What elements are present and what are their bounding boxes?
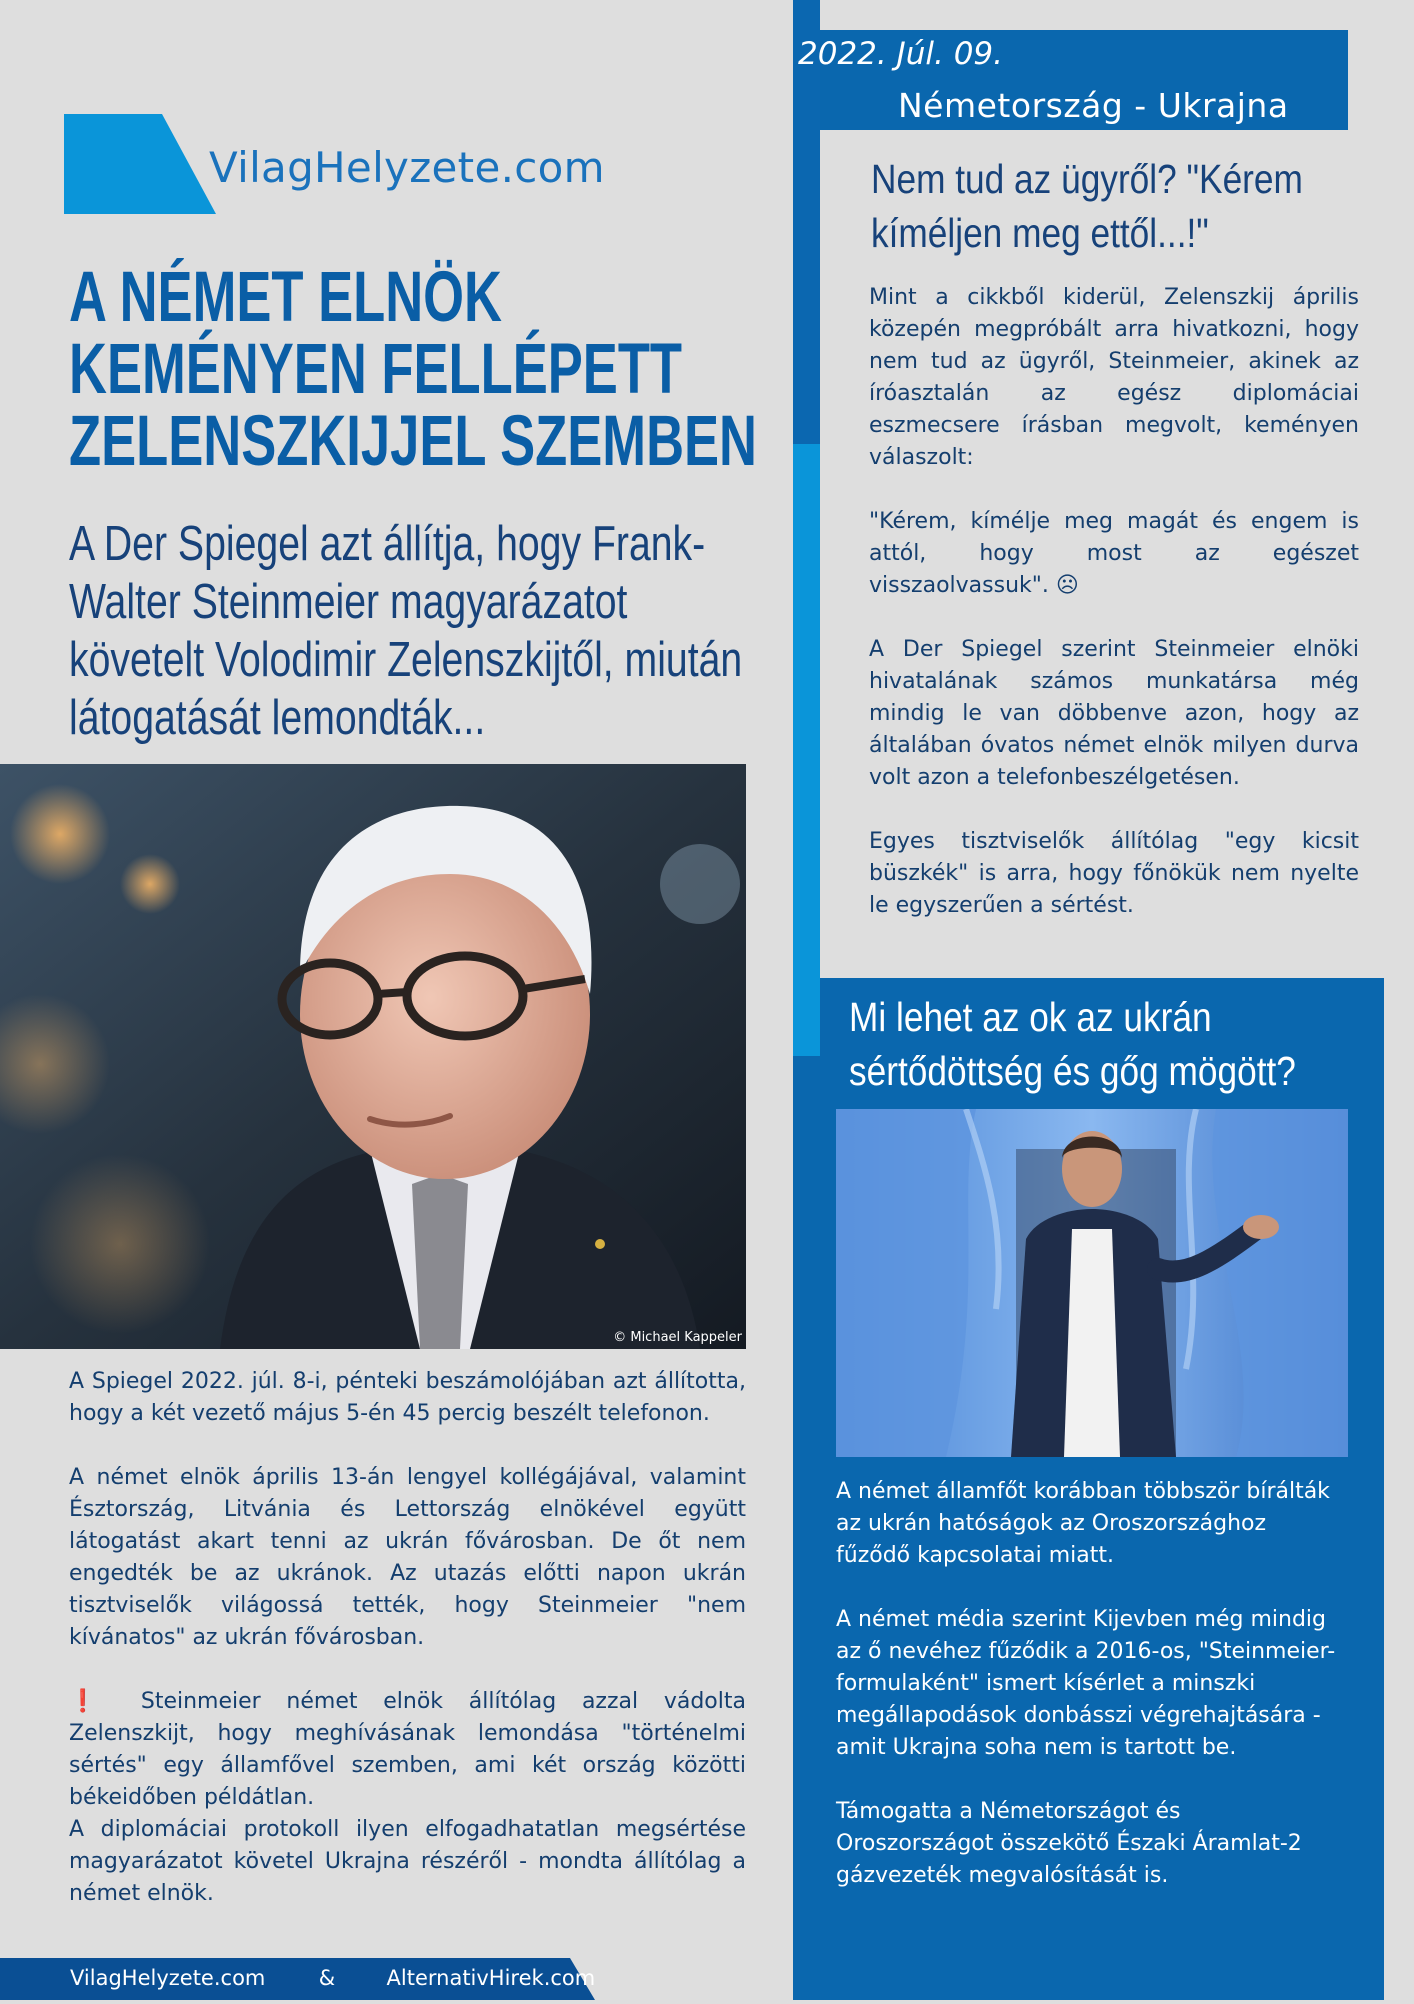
right-paragraph: Egyes tisztviselők állítólag "egy kicsit büszkék" is arra, hogy főnökük nem nyelte le egyszerűen a sértést. <box>869 829 1359 918</box>
accent-bar-light-overlap <box>793 978 820 1056</box>
blue-panel-heading: Mi lehet az ok az ukrán sértődöttség és gőg mögött? <box>849 994 1296 1094</box>
zelensky-photo-illustration <box>836 1109 1348 1457</box>
footer-links <box>70 1966 595 1990</box>
date: 2022. Júl. 09. <box>798 36 1004 72</box>
left-paragraph: ❗ Steinmeier német elnök állítólag azzal vádolta Zelenszkijt, hogy meghívásának lemondása "történelmi sértés" egy államfővel szemben, ami két ország közötti békeidőben példátlan. <box>69 1689 746 1810</box>
right-paragraph: "Kérem, kímélje meg magát és engem is attól, hogy most az egészet visszaolvassuk". ☹ <box>869 509 1359 598</box>
headline-line: ZELENSZKIJJEL SZEMBEN <box>69 402 758 481</box>
accent-bar-light <box>793 444 820 1056</box>
subheadline: A Der Spiegel azt állítja, hogy Frank-Walter Steinmeier magyarázatot követelt Volodimir Zelenszkijtől, miután látogatását lemondták... <box>69 517 743 745</box>
left-paragraph: A Spiegel 2022. júl. 8-i, pénteki beszámolójában azt állította, hogy a két vezető május 5-én 45 percig beszélt telefonon. <box>69 1369 746 1426</box>
left-paragraph: A diplomáciai protokoll ilyen elfogadhatatlan megsértése magyarázatot követel Ukrajna részéről - mondta állítólag a német elnök. <box>69 1817 746 1906</box>
left-article-body <box>69 1366 746 1910</box>
blue-panel-body <box>836 1476 1341 1924</box>
logo-text: VilagHelyzete.com <box>209 143 605 192</box>
topic-label: Németország - Ukrajna <box>898 86 1289 125</box>
blue-paragraph: Támogatta a Németországot és Oroszországot összekötő Északi Áramlat-2 gázvezeték megvalósítását is. <box>836 1799 1302 1888</box>
footer-ampersand: & <box>318 1966 336 1990</box>
blue-paragraph: A német média szerint Kijevben még mindig az ő nevéhez fűződik a 2016-os, "Steinmeier-formulaként" ismert kísérlet a minszki megállapodások donbásszi végrehajtására - amit Ukrajna soha nem is tartott be. <box>836 1607 1336 1760</box>
left-paragraph: A német elnök április 13-án lengyel kollégájával, valamint Észtország, Litvánia és Lettország elnökével együtt látogatást akart tenni az ukrán fővárosban. De őt nem engedték be az ukránok. Az utazás előtti napon ukrán tisztviselők világossá tették, hogy Steinmeier "nem kívánatos" az ukrán fővárosban. <box>69 1465 746 1650</box>
photo-credit: © Michael Kappeler <box>613 1330 742 1345</box>
steinmeier-photo <box>0 764 746 1349</box>
zelensky-photo <box>836 1109 1348 1457</box>
right-article-body <box>869 282 1359 954</box>
right-paragraph: Mint a cikkből kiderül, Zelenszkij április közepén megpróbált arra hivatkozni, hogy nem tud az ügyről, Steinmeier, akinek az íróasztalán az egész diplomáciai eszmecsere írásban megvolt, keményen válaszolt: <box>869 285 1359 470</box>
logo-shape-icon <box>64 114 216 218</box>
right-paragraph: A Der Spiegel szerint Steinmeier elnöki hivatalának számos munkatársa még mindig le van döbbenve azon, hogy az általában óvatos német elnök milyen durva volt azon a telefonbeszélgetésen. <box>869 637 1359 790</box>
headline-line: KEMÉNYEN FELLÉPETT <box>69 330 683 409</box>
footer-site-link[interactable]: VilagHelyzete.com <box>70 1966 266 1990</box>
footer-site-link[interactable]: AlternativHirek.com <box>386 1966 596 1990</box>
steinmeier-photo-illustration <box>0 764 746 1349</box>
headline-line: A NÉMET ELNÖK <box>69 258 502 337</box>
headline <box>69 258 809 481</box>
blue-paragraph: A német államfőt korábban többször bírálták az ukrán hatóságok az Oroszországhoz fűződő kapcsolatai miatt. <box>836 1479 1330 1568</box>
right-heading: Nem tud az ügyről? "Kérem kíméljen meg ettől...!" <box>871 156 1303 256</box>
